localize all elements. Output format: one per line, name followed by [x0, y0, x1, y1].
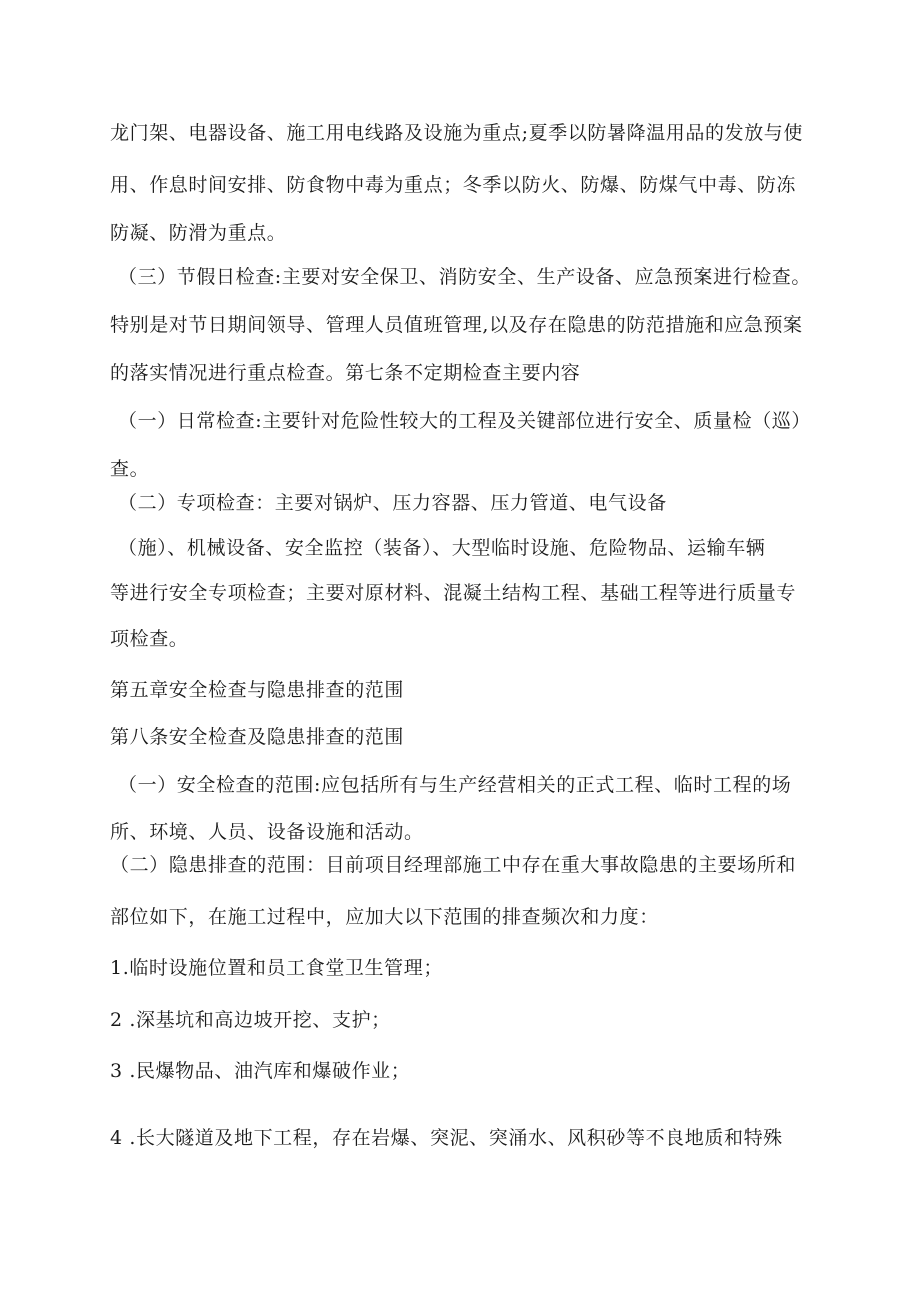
- text-line: 的落实情况进行重点检查。第七条不定期检查主要内容: [110, 362, 581, 384]
- list-item: 2 .深基坑和高边坡开挖、支护；: [110, 1009, 391, 1031]
- text-line: 用、作息时间安排、防食物中毒为重点；冬季以防火、防爆、防煤气中毒、防冻: [110, 174, 797, 196]
- text-line: 防凝、防滑为重点。: [110, 222, 287, 244]
- list-item: 3 .民爆物品、油汽库和爆破作业；: [110, 1060, 411, 1082]
- text-line: （二）专项检查：主要对锅炉、压力容器、压力管道、电气设备: [118, 492, 667, 514]
- text-line: 所、环境、人员、设备设施和活动。: [110, 821, 424, 843]
- chapter-heading: 第五章安全检查与隐患排查的范围: [110, 679, 405, 701]
- text-line: （三）节假日检查:主要对安全保卫、消防安全、生产设备、应急预案进行检查。: [118, 266, 812, 288]
- text-line: 查。: [110, 458, 150, 480]
- text-line: （施）、机械设备、安全监控（装备）、大型临时设施、危险物品、运输车辆: [118, 537, 766, 559]
- text-line: 等进行安全专项检查；主要对原材料、混凝土结构工程、基础工程等进行质量专: [110, 582, 797, 604]
- text-line: （二）隐患排查的范围：目前项目经理部施工中存在重大事故隐患的主要场所和: [110, 854, 797, 876]
- text-line: （一）安全检查的范围:应包括所有与生产经营相关的正式工程、临时工程的场: [118, 774, 792, 796]
- text-line: （一）日常检查:主要针对危险性较大的工程及关键部位进行安全、质量检（巡）: [118, 410, 812, 432]
- text-line: 特别是对节日期间领导、管理人员值班管理,以及存在隐患的防范措施和应急预案: [110, 314, 803, 336]
- article-heading: 第八条安全检查及隐患排查的范围: [110, 726, 405, 748]
- text-line: 部位如下，在施工过程中，应加大以下范围的排查频次和力度：: [110, 906, 659, 928]
- text-line: 龙门架、电器设备、施工用电线路及设施为重点;夏季以防暑降温用品的发放与使: [110, 122, 804, 144]
- list-item: 4 .长大隧道及地下工程，存在岩爆、突泥、突涌水、风积砂等不良地质和特殊: [110, 1127, 783, 1149]
- text-line: 项检查。: [110, 628, 189, 650]
- list-item: 1.临时设施位置和员工食堂卫生管理；: [110, 957, 443, 979]
